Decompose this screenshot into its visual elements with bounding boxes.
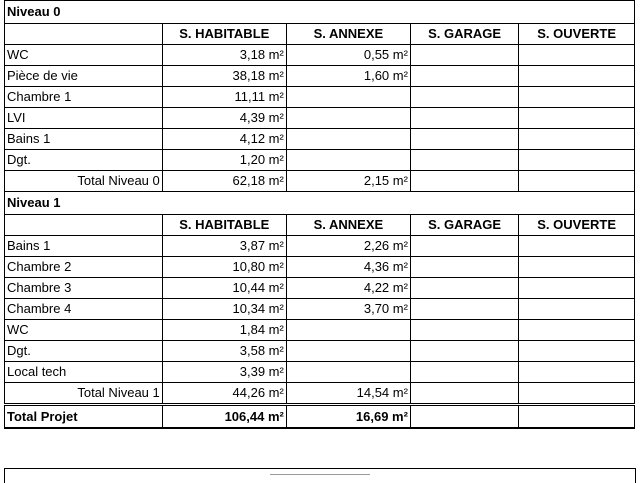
surface-value-habitable: 4,12 m²	[162, 129, 286, 150]
table-row	[5, 150, 635, 171]
level-total-habitable: 44,26 m²	[162, 383, 286, 405]
level-title-row	[5, 192, 635, 215]
surface-value-garage	[410, 87, 518, 108]
level-total-row	[5, 171, 635, 192]
table-row	[5, 362, 635, 383]
surface-value-habitable: 3,58 m²	[162, 341, 286, 362]
room-label: Local tech	[5, 362, 163, 383]
surface-value-annexe	[286, 362, 410, 383]
surface-value-annexe	[286, 87, 410, 108]
surface-value-garage	[410, 66, 518, 87]
surface-value-habitable: 38,18 m²	[162, 66, 286, 87]
project-total-garage	[410, 405, 518, 429]
surface-value-annexe	[286, 150, 410, 171]
surface-value-annexe: 0,55 m²	[286, 45, 410, 66]
surface-value-annexe	[286, 341, 410, 362]
surface-value-annexe	[286, 320, 410, 341]
surface-value-ouverte	[519, 129, 635, 150]
surface-value-garage	[410, 320, 518, 341]
column-header: S. ANNEXE	[286, 24, 410, 45]
surface-value-ouverte	[519, 150, 635, 171]
project-total-annexe: 16,69 m²	[286, 405, 410, 429]
level-title: Niveau 0	[5, 1, 635, 24]
surface-value-ouverte	[519, 87, 635, 108]
room-label: Bains 1	[5, 236, 163, 257]
table-row	[5, 45, 635, 66]
table-row	[5, 66, 635, 87]
level-total-habitable: 62,18 m²	[162, 171, 286, 192]
room-label: Dgt.	[5, 150, 163, 171]
level-title: Niveau 1	[5, 192, 635, 215]
surface-value-habitable: 10,44 m²	[162, 278, 286, 299]
level-total-annexe: 2,15 m²	[286, 171, 410, 192]
room-label: Chambre 2	[5, 257, 163, 278]
surface-value-habitable: 3,87 m²	[162, 236, 286, 257]
surface-value-ouverte	[519, 278, 635, 299]
project-total-label: Total Projet	[5, 405, 163, 429]
room-label: WC	[5, 320, 163, 341]
surface-value-annexe: 2,26 m²	[286, 236, 410, 257]
level-total-annexe: 14,54 m²	[286, 383, 410, 405]
surface-value-annexe	[286, 108, 410, 129]
surface-value-garage	[410, 278, 518, 299]
level-total-label: Total Niveau 0	[5, 171, 163, 192]
surface-value-habitable: 4,39 m²	[162, 108, 286, 129]
column-header: S. GARAGE	[410, 215, 518, 236]
surface-value-ouverte	[519, 45, 635, 66]
surface-value-habitable: 10,80 m²	[162, 257, 286, 278]
table-row	[5, 236, 635, 257]
surface-value-annexe: 4,36 m²	[286, 257, 410, 278]
room-label: Bains 1	[5, 129, 163, 150]
column-header: S. HABITABLE	[162, 215, 286, 236]
surface-value-garage	[410, 362, 518, 383]
surface-value-annexe	[286, 129, 410, 150]
surface-value-garage	[410, 45, 518, 66]
surface-value-ouverte	[519, 362, 635, 383]
surface-value-habitable: 3,18 m²	[162, 45, 286, 66]
project-total-row	[5, 405, 635, 429]
surface-value-garage	[410, 299, 518, 320]
table-row	[5, 129, 635, 150]
column-header-row	[5, 24, 635, 45]
surface-value-habitable: 1,84 m²	[162, 320, 286, 341]
room-label: Chambre 4	[5, 299, 163, 320]
room-label: Pièce de vie	[5, 66, 163, 87]
column-header-row	[5, 215, 635, 236]
surface-table-sheet	[4, 0, 638, 429]
column-header-empty	[5, 24, 163, 45]
surface-value-habitable: 10,34 m²	[162, 299, 286, 320]
level-total-ouverte	[519, 383, 635, 405]
level-total-ouverte	[519, 171, 635, 192]
surface-value-garage	[410, 150, 518, 171]
column-header-empty	[5, 215, 163, 236]
surface-value-garage	[410, 236, 518, 257]
project-total-ouverte	[519, 405, 635, 429]
table-row	[5, 278, 635, 299]
room-label: WC	[5, 45, 163, 66]
level-total-row	[5, 383, 635, 405]
table-row	[5, 108, 635, 129]
surface-value-annexe: 4,22 m²	[286, 278, 410, 299]
table-row	[5, 257, 635, 278]
surface-value-annexe: 1,60 m²	[286, 66, 410, 87]
room-label: LVI	[5, 108, 163, 129]
surface-value-ouverte	[519, 236, 635, 257]
project-total-habitable: 106,44 m²	[162, 405, 286, 429]
surface-value-ouverte	[519, 257, 635, 278]
column-header: S. GARAGE	[410, 24, 518, 45]
level-total-garage	[410, 171, 518, 192]
level-total-label: Total Niveau 1	[5, 383, 163, 405]
column-header: S. ANNEXE	[286, 215, 410, 236]
room-label: Chambre 1	[5, 87, 163, 108]
surface-value-ouverte	[519, 341, 635, 362]
table-row	[5, 299, 635, 320]
surface-value-habitable: 1,20 m²	[162, 150, 286, 171]
surface-value-garage	[410, 108, 518, 129]
surface-value-garage	[410, 129, 518, 150]
next-table-title-line	[270, 474, 370, 483]
surface-value-garage	[410, 341, 518, 362]
level-total-garage	[410, 383, 518, 405]
surface-value-ouverte	[519, 320, 635, 341]
table-row	[5, 87, 635, 108]
room-label: Dgt.	[5, 341, 163, 362]
surface-value-habitable: 3,39 m²	[162, 362, 286, 383]
surface-value-ouverte	[519, 299, 635, 320]
column-header: S. HABITABLE	[162, 24, 286, 45]
room-label: Chambre 3	[5, 278, 163, 299]
table-row	[5, 341, 635, 362]
column-header: S. OUVERTE	[519, 24, 635, 45]
surface-value-ouverte	[519, 66, 635, 87]
surface-value-annexe: 3,70 m²	[286, 299, 410, 320]
surface-value-habitable: 11,11 m²	[162, 87, 286, 108]
surface-table	[4, 0, 635, 429]
surface-value-garage	[410, 257, 518, 278]
surface-value-ouverte	[519, 108, 635, 129]
level-title-row	[5, 1, 635, 24]
table-row	[5, 320, 635, 341]
column-header: S. OUVERTE	[519, 215, 635, 236]
